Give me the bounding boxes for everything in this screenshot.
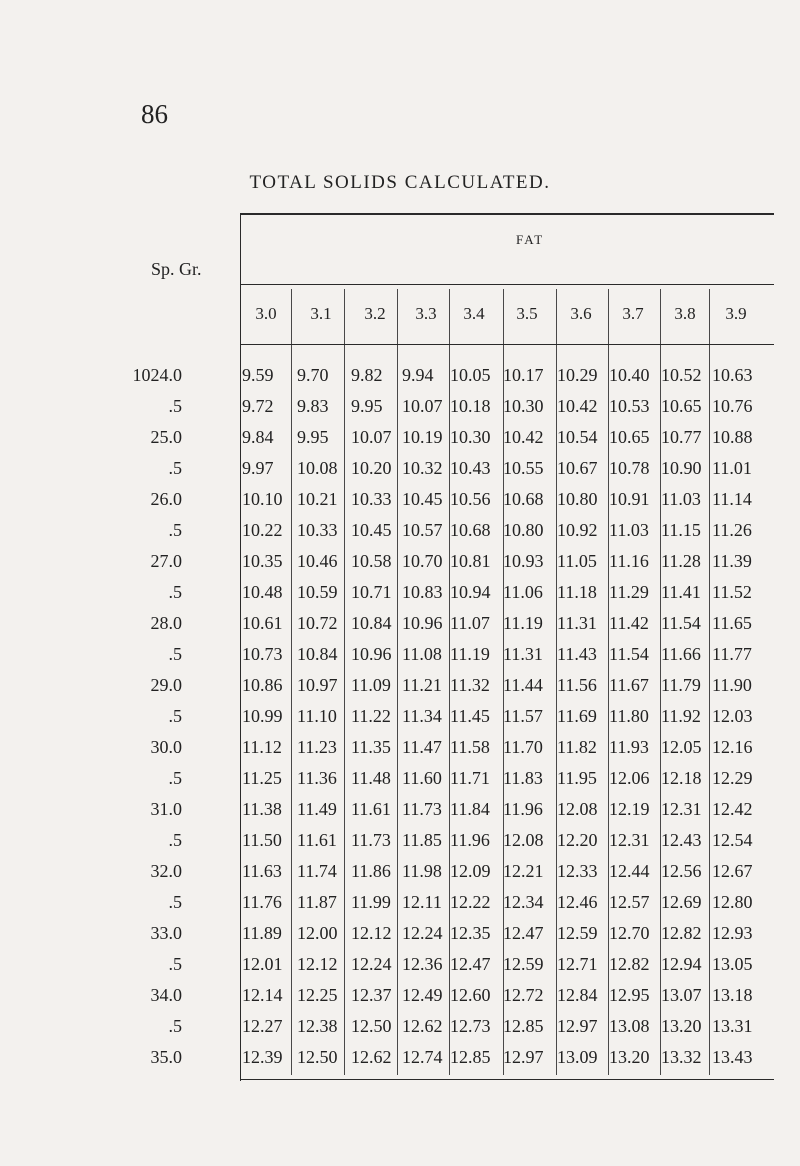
table-cell: 12.14	[242, 985, 283, 1005]
table-cell: 12.01	[242, 954, 283, 974]
table-cell: 12.72	[503, 985, 544, 1005]
table-cell: 12.50	[351, 1016, 392, 1036]
table-cell: 12.31	[609, 830, 650, 850]
table-cell: 12.71	[557, 954, 598, 974]
table-cell: 11.23	[297, 737, 337, 757]
table-cell: 11.31	[503, 644, 543, 664]
table-cell: 12.85	[503, 1016, 544, 1036]
spgr-cell: .5	[168, 458, 182, 478]
table-cell: 11.03	[609, 520, 649, 540]
table-cell: 12.39	[242, 1047, 283, 1067]
table-cell: 12.59	[503, 954, 544, 974]
table-cell: 10.56	[450, 489, 491, 509]
table-cell: 10.84	[297, 644, 338, 664]
table-cell: 12.20	[557, 830, 598, 850]
table-cell: 10.86	[242, 675, 283, 695]
table-cell: 10.08	[297, 458, 338, 478]
table-cell: 11.63	[242, 861, 282, 881]
table-cell: 13.09	[557, 1047, 598, 1067]
table-cell: 12.22	[450, 892, 491, 912]
table-cell: 12.62	[402, 1016, 443, 1036]
table-cell: 11.38	[242, 799, 282, 819]
table-cell: 10.30	[503, 396, 544, 416]
table-cell: 10.21	[297, 489, 338, 509]
table-cell: 13.20	[609, 1047, 650, 1067]
spgr-cell: 29.0	[150, 675, 182, 695]
spgr-cell: 30.0	[150, 737, 182, 757]
table-cell: 11.76	[242, 892, 282, 912]
table-cell: 11.47	[402, 737, 442, 757]
table-cell: 12.05	[661, 737, 702, 757]
table-cell: 11.43	[557, 644, 597, 664]
column-divider	[397, 289, 398, 1075]
table-cell: 11.87	[297, 892, 337, 912]
table-cell: 10.17	[503, 365, 544, 385]
table-cell: 10.05	[450, 365, 491, 385]
table-cell: 12.11	[402, 892, 442, 912]
table-cell: 10.92	[557, 520, 598, 540]
table-cell: 10.73	[242, 644, 283, 664]
table-cell: 12.08	[503, 830, 544, 850]
spgr-cell: .5	[168, 954, 182, 974]
table-cell: 12.93	[712, 923, 753, 943]
table-cell: 12.67	[712, 861, 753, 881]
table-cell: 12.03	[712, 706, 753, 726]
table-cell: 11.95	[557, 768, 597, 788]
table-cell: 11.93	[609, 737, 649, 757]
spgr-cell: 33.0	[150, 923, 182, 943]
table-cell: 10.55	[503, 458, 544, 478]
column-divider	[344, 289, 345, 1075]
fat-column-header: 3.0	[255, 304, 277, 323]
table-cell: 12.24	[402, 923, 443, 943]
table-cell: 12.84	[557, 985, 598, 1005]
table-cell: 12.49	[402, 985, 443, 1005]
table-cell: 12.60	[450, 985, 491, 1005]
spgr-cell: .5	[168, 396, 182, 416]
table-cell: 11.96	[503, 799, 543, 819]
table-cell: 10.63	[712, 365, 753, 385]
table-cell: 10.10	[242, 489, 283, 509]
table-cell: 11.61	[297, 830, 337, 850]
table-cell: 10.94	[450, 582, 491, 602]
table-cell: 9.95	[297, 427, 329, 447]
table-cell: 11.74	[297, 861, 337, 881]
table-cell: 11.01	[712, 458, 752, 478]
table-cell: 10.33	[297, 520, 338, 540]
spgr-cell: 25.0	[150, 427, 182, 447]
table-cell: 11.98	[402, 861, 442, 881]
table-cell: 10.57	[402, 520, 443, 540]
table-cell: 12.43	[661, 830, 702, 850]
table-cell: 11.09	[351, 675, 391, 695]
table-cell: 12.74	[402, 1047, 443, 1067]
table-cell: 10.83	[402, 582, 443, 602]
table-cell: 13.43	[712, 1047, 753, 1067]
table-cell: 11.61	[351, 799, 391, 819]
table-cell: 10.45	[402, 489, 443, 509]
table-cell: 9.84	[242, 427, 274, 447]
table-cell: 12.29	[712, 768, 753, 788]
table-cell: 11.54	[609, 644, 649, 664]
table-cell: 11.49	[297, 799, 337, 819]
table-cell: 11.73	[402, 799, 442, 819]
table-cell: 10.77	[661, 427, 702, 447]
table-cell: 11.14	[712, 489, 752, 509]
fat-column-header: 3.4	[463, 304, 485, 323]
table-cell: 11.54	[661, 613, 701, 633]
table-cell: 12.24	[351, 954, 392, 974]
fat-column-header: 3.2	[364, 304, 386, 323]
page-title: TOTAL SOLIDS CALCULATED.	[249, 172, 551, 193]
spgr-cell: 26.0	[150, 489, 182, 509]
table-cell: 10.88	[712, 427, 753, 447]
table-cell: 9.59	[242, 365, 274, 385]
table-cell: 12.12	[297, 954, 338, 974]
table-cell: 12.42	[712, 799, 753, 819]
table-cell: 13.32	[661, 1047, 702, 1067]
table-cell: 11.83	[503, 768, 543, 788]
table-cell: 11.12	[242, 737, 282, 757]
table-cell: 12.69	[661, 892, 702, 912]
table-cell: 10.68	[450, 520, 491, 540]
column-divider	[291, 289, 292, 1075]
table-cell: 12.37	[351, 985, 392, 1005]
table-cell: 12.06	[609, 768, 650, 788]
table-cell: 13.07	[661, 985, 702, 1005]
table-cell: 12.44	[609, 861, 650, 881]
table-cell: 11.56	[557, 675, 597, 695]
table-cell: 9.70	[297, 365, 329, 385]
fat-column-header: 3.1	[310, 304, 332, 323]
table-cell: 12.27	[242, 1016, 283, 1036]
table-cell: 12.85	[450, 1047, 491, 1067]
page-number: 86	[141, 99, 168, 129]
table-cell: 11.08	[402, 644, 442, 664]
table-cell: 12.18	[661, 768, 702, 788]
table-cell: 12.47	[503, 923, 544, 943]
table-cell: 11.35	[351, 737, 391, 757]
table-cell: 11.99	[351, 892, 391, 912]
spgr-cell: 1024.0	[132, 365, 182, 385]
table-cell: 10.58	[351, 551, 392, 571]
table-cell: 12.54	[712, 830, 753, 850]
table-cell: 10.45	[351, 520, 392, 540]
table-cell: 11.16	[609, 551, 649, 571]
table-cell: 11.96	[450, 830, 490, 850]
table-cell: 12.38	[297, 1016, 338, 1036]
table-cell: 10.76	[712, 396, 753, 416]
table-cell: 11.05	[557, 551, 597, 571]
table-cell: 12.31	[661, 799, 702, 819]
spgr-cell: .5	[168, 644, 182, 664]
table-cell: 11.89	[242, 923, 282, 943]
table-cell: 10.59	[297, 582, 338, 602]
table-cell: 12.94	[661, 954, 702, 974]
table-cell: 10.42	[557, 396, 598, 416]
table-cell: 10.43	[450, 458, 491, 478]
fat-column-header: 3.7	[622, 304, 644, 323]
table-cell: 11.84	[450, 799, 490, 819]
table-cell: 10.91	[609, 489, 650, 509]
table-cell: 12.34	[503, 892, 544, 912]
table-cell: 11.52	[712, 582, 752, 602]
table-cell: 12.97	[557, 1016, 598, 1036]
table-cell: 10.81	[450, 551, 491, 571]
spgr-cell: 31.0	[150, 799, 182, 819]
table-cell: 11.86	[351, 861, 391, 881]
spgr-cell: .5	[168, 582, 182, 602]
table-cell: 11.18	[557, 582, 597, 602]
table-cell: 9.94	[402, 365, 434, 385]
table-cell: 10.33	[351, 489, 392, 509]
table-cell: 10.70	[402, 551, 443, 571]
table-cell: 12.08	[557, 799, 598, 819]
table-cell: 11.25	[242, 768, 282, 788]
table-cell: 11.85	[402, 830, 442, 850]
table-cell: 10.65	[609, 427, 650, 447]
fat-column-header: 3.3	[415, 304, 437, 323]
header-bottom-rule	[240, 344, 774, 345]
table-cell: 12.25	[297, 985, 338, 1005]
table-cell: 12.62	[351, 1047, 392, 1067]
table-cell: 11.34	[402, 706, 442, 726]
table-cell: 10.84	[351, 613, 392, 633]
table-cell: 10.46	[297, 551, 338, 571]
table-cell: 11.58	[450, 737, 490, 757]
table-cell: 12.33	[557, 861, 598, 881]
table-cell: 11.39	[712, 551, 752, 571]
table-cell: 11.31	[557, 613, 597, 633]
table-cell: 11.45	[450, 706, 490, 726]
spgr-cell: 35.0	[150, 1047, 182, 1067]
spgr-cell: 32.0	[150, 861, 182, 881]
table-cell: 11.15	[661, 520, 701, 540]
table-cell: 12.09	[450, 861, 491, 881]
table-cell: 11.48	[351, 768, 391, 788]
table-cell: 11.26	[712, 520, 752, 540]
fat-underline	[240, 284, 774, 285]
table-cell: 11.07	[450, 613, 490, 633]
table-cell: 10.18	[450, 396, 491, 416]
fat-group-header: FAT	[516, 232, 545, 247]
table-cell: 10.19	[402, 427, 443, 447]
table-cell: 11.92	[661, 706, 701, 726]
table-cell: 10.80	[557, 489, 598, 509]
table-cell: 13.31	[712, 1016, 753, 1036]
table-cell: 9.97	[242, 458, 274, 478]
spgr-cell: .5	[168, 892, 182, 912]
table-cell: 11.70	[503, 737, 543, 757]
table-cell: 12.21	[503, 861, 544, 881]
table-cell: 13.08	[609, 1016, 650, 1036]
table-cell: 10.96	[351, 644, 392, 664]
fat-column-header: 3.9	[725, 304, 747, 323]
table-cell: 11.22	[351, 706, 391, 726]
table-cell: 11.21	[402, 675, 442, 695]
table-cell: 10.71	[351, 582, 392, 602]
table-cell: 10.99	[242, 706, 283, 726]
table-cell: 10.90	[661, 458, 702, 478]
table-cell: 10.53	[609, 396, 650, 416]
table-cell: 11.36	[297, 768, 337, 788]
fat-column-header: 3.8	[674, 304, 696, 323]
table-cell: 11.42	[609, 613, 649, 633]
top-rule	[240, 213, 774, 215]
table-cell: 10.30	[450, 427, 491, 447]
table-cell: 13.20	[661, 1016, 702, 1036]
table-cell: 10.54	[557, 427, 598, 447]
table-cell: 12.16	[712, 737, 753, 757]
table-cell: 11.67	[609, 675, 649, 695]
table-cell: 12.00	[297, 923, 338, 943]
table-cell: 12.95	[609, 985, 650, 1005]
table-cell: 11.10	[297, 706, 337, 726]
table-cell: 11.71	[450, 768, 490, 788]
table-cell: 12.12	[351, 923, 392, 943]
table-cell: 12.57	[609, 892, 650, 912]
table-cell: 11.65	[712, 613, 752, 633]
table-cell: 11.19	[450, 644, 490, 664]
table-cell: 10.07	[402, 396, 443, 416]
table-cell: 10.07	[351, 427, 392, 447]
table-cell: 12.35	[450, 923, 491, 943]
table-cell: 11.80	[609, 706, 649, 726]
table-cell: 11.03	[661, 489, 701, 509]
table-cell: 9.82	[351, 365, 383, 385]
table-cell: 10.80	[503, 520, 544, 540]
table-cell: 12.82	[609, 954, 650, 974]
table-cell: 12.73	[450, 1016, 491, 1036]
table-cell: 12.19	[609, 799, 650, 819]
table-cell: 11.50	[242, 830, 282, 850]
table-cell: 13.18	[712, 985, 753, 1005]
table-cell: 12.56	[661, 861, 702, 881]
table-cell: 11.73	[351, 830, 391, 850]
table-cell: 11.44	[503, 675, 543, 695]
table-cell: 11.82	[557, 737, 597, 757]
table-cell: 12.46	[557, 892, 598, 912]
table-cell: 11.06	[503, 582, 543, 602]
table-cell: 10.72	[297, 613, 338, 633]
table-cell: 10.61	[242, 613, 283, 633]
table-cell: 11.57	[503, 706, 543, 726]
table-cell: 9.95	[351, 396, 383, 416]
table-cell: 10.52	[661, 365, 702, 385]
spgr-cell: .5	[168, 830, 182, 850]
spgr-header: Sp. Gr.	[151, 259, 202, 279]
table-cell: 10.48	[242, 582, 283, 602]
table-cell: 12.47	[450, 954, 491, 974]
table-cell: 10.97	[297, 675, 338, 695]
table-cell: 12.59	[557, 923, 598, 943]
spgr-cell: .5	[168, 768, 182, 788]
table-cell: 10.67	[557, 458, 598, 478]
table-cell: 10.78	[609, 458, 650, 478]
table-cell: 10.32	[402, 458, 443, 478]
table-cell: 10.65	[661, 396, 702, 416]
table-cell: 10.93	[503, 551, 544, 571]
table-cell: 10.40	[609, 365, 650, 385]
table-cell: 10.96	[402, 613, 443, 633]
fat-column-header: 3.6	[570, 304, 592, 323]
spgr-cell: .5	[168, 1016, 182, 1036]
spgr-cell: .5	[168, 706, 182, 726]
table-cell: 11.90	[712, 675, 752, 695]
spgr-cell: 28.0	[150, 613, 182, 633]
spgr-cell: 34.0	[150, 985, 182, 1005]
table-cell: 10.35	[242, 551, 283, 571]
table-cell: 11.41	[661, 582, 701, 602]
table-cell: 11.66	[661, 644, 701, 664]
bottom-rule	[240, 1079, 774, 1080]
table-cell: 11.32	[450, 675, 490, 695]
column-divider	[709, 289, 710, 1075]
table-cell: 12.82	[661, 923, 702, 943]
table-cell: 11.29	[609, 582, 649, 602]
table-cell: 9.83	[297, 396, 329, 416]
table-cell: 11.79	[661, 675, 701, 695]
table-cell: 11.77	[712, 644, 752, 664]
table-cell: 9.72	[242, 396, 274, 416]
table-cell: 11.60	[402, 768, 442, 788]
table-cell: 13.05	[712, 954, 753, 974]
spgr-cell: 27.0	[150, 551, 182, 571]
table-cell: 10.42	[503, 427, 544, 447]
table-cell: 12.70	[609, 923, 650, 943]
table-cell: 11.69	[557, 706, 597, 726]
table-cell: 12.80	[712, 892, 753, 912]
fat-column-header: 3.5	[516, 304, 538, 323]
table-cell: 10.29	[557, 365, 598, 385]
table-cell: 12.50	[297, 1047, 338, 1067]
spgr-cell: .5	[168, 520, 182, 540]
table-cell: 11.19	[503, 613, 543, 633]
table-cell: 10.68	[503, 489, 544, 509]
table-cell: 12.36	[402, 954, 443, 974]
table-cell: 12.97	[503, 1047, 544, 1067]
table-cell: 10.22	[242, 520, 283, 540]
table-cell: 11.28	[661, 551, 701, 571]
table-cell: 10.20	[351, 458, 392, 478]
